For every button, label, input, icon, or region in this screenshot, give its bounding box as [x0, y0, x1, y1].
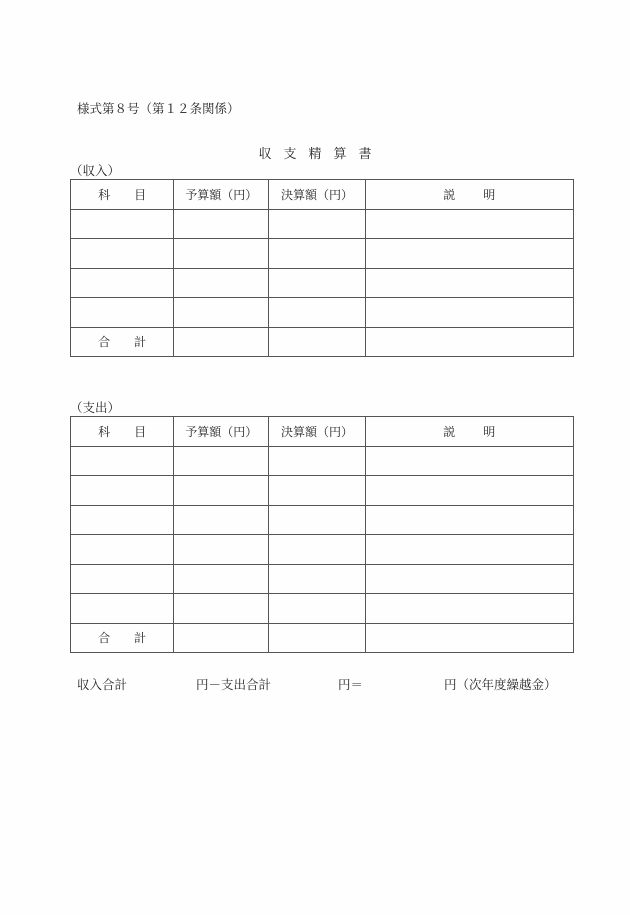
income-description-cell[interactable]	[365, 268, 573, 298]
form-number: 様式第８号（第１２条関係）	[77, 101, 240, 116]
expense-item-cell[interactable]	[71, 476, 174, 506]
expense-total-label: 合計	[71, 623, 174, 653]
expense-description-cell[interactable]	[365, 594, 573, 624]
income-total-budget[interactable]	[174, 327, 269, 357]
expense-item-cell[interactable]	[71, 594, 174, 624]
income-total-label: 合計	[71, 327, 174, 357]
header-budget: 予算額（円）	[174, 417, 269, 447]
table-row	[71, 505, 574, 535]
income-item-cell[interactable]	[71, 239, 174, 269]
expense-total-budget[interactable]	[174, 623, 269, 653]
expense-settled-cell[interactable]	[269, 564, 365, 594]
table-row	[71, 209, 574, 239]
expense-total-description[interactable]	[365, 623, 573, 653]
summary-minus-expense-label: 円－支出合計	[196, 677, 272, 692]
income-total-settled[interactable]	[269, 327, 365, 357]
income-settled-cell[interactable]	[269, 268, 365, 298]
expense-budget-cell[interactable]	[174, 564, 269, 594]
income-item-cell[interactable]	[71, 268, 174, 298]
header-description: 説明	[365, 180, 573, 210]
income-settled-cell[interactable]	[269, 298, 365, 328]
expense-settled-cell[interactable]	[269, 505, 365, 535]
expense-budget-cell[interactable]	[174, 505, 269, 535]
document-title: 収支精算書	[258, 147, 384, 162]
expense-budget-cell[interactable]	[174, 476, 269, 506]
expense-settled-cell[interactable]	[269, 446, 365, 476]
income-total-description[interactable]	[365, 327, 573, 357]
table-row	[71, 564, 574, 594]
expense-description-cell[interactable]	[365, 535, 573, 565]
expense-item-cell[interactable]	[71, 564, 174, 594]
table-row	[71, 268, 574, 298]
expense-budget-cell[interactable]	[174, 446, 269, 476]
income-section-label: （収入）	[70, 163, 121, 178]
table-row	[71, 446, 574, 476]
expense-description-cell[interactable]	[365, 564, 573, 594]
expense-budget-cell[interactable]	[174, 594, 269, 624]
summary-equals-label: 円＝	[338, 677, 364, 692]
header-description: 説明	[365, 417, 573, 447]
expense-settled-cell[interactable]	[269, 535, 365, 565]
income-table	[70, 179, 574, 357]
header-budget: 予算額（円）	[174, 180, 269, 210]
table-row	[71, 594, 574, 624]
table-row	[71, 476, 574, 506]
income-description-cell[interactable]	[365, 239, 573, 269]
expense-item-cell[interactable]	[71, 446, 174, 476]
income-header-row	[71, 180, 574, 210]
income-budget-cell[interactable]	[174, 239, 269, 269]
expense-budget-cell[interactable]	[174, 535, 269, 565]
summary-income-total-label: 収入合計	[77, 677, 128, 692]
expense-description-cell[interactable]	[365, 446, 573, 476]
expense-total-settled[interactable]	[269, 623, 365, 653]
header-item: 科目	[71, 180, 174, 210]
income-description-cell[interactable]	[365, 298, 573, 328]
income-budget-cell[interactable]	[174, 209, 269, 239]
expense-description-cell[interactable]	[365, 505, 573, 535]
income-description-cell[interactable]	[365, 209, 573, 239]
income-settled-cell[interactable]	[269, 209, 365, 239]
income-item-cell[interactable]	[71, 298, 174, 328]
expense-header-row	[71, 417, 574, 447]
income-budget-cell[interactable]	[174, 268, 269, 298]
income-budget-cell[interactable]	[174, 298, 269, 328]
expense-item-cell[interactable]	[71, 505, 174, 535]
expense-item-cell[interactable]	[71, 535, 174, 565]
table-row	[71, 535, 574, 565]
expense-section-label: （支出）	[70, 400, 121, 415]
expense-description-cell[interactable]	[365, 476, 573, 506]
table-row	[71, 239, 574, 269]
expense-settled-cell[interactable]	[269, 594, 365, 624]
expense-table	[70, 416, 574, 653]
header-item: 科目	[71, 417, 174, 447]
summary-carryover-label: 円（次年度繰越金）	[444, 677, 557, 692]
header-settled: 決算額（円）	[269, 180, 365, 210]
income-item-cell[interactable]	[71, 209, 174, 239]
income-settled-cell[interactable]	[269, 239, 365, 269]
expense-total-row	[71, 623, 574, 653]
header-settled: 決算額（円）	[269, 417, 365, 447]
table-row	[71, 298, 574, 328]
expense-settled-cell[interactable]	[269, 476, 365, 506]
income-total-row	[71, 327, 574, 357]
